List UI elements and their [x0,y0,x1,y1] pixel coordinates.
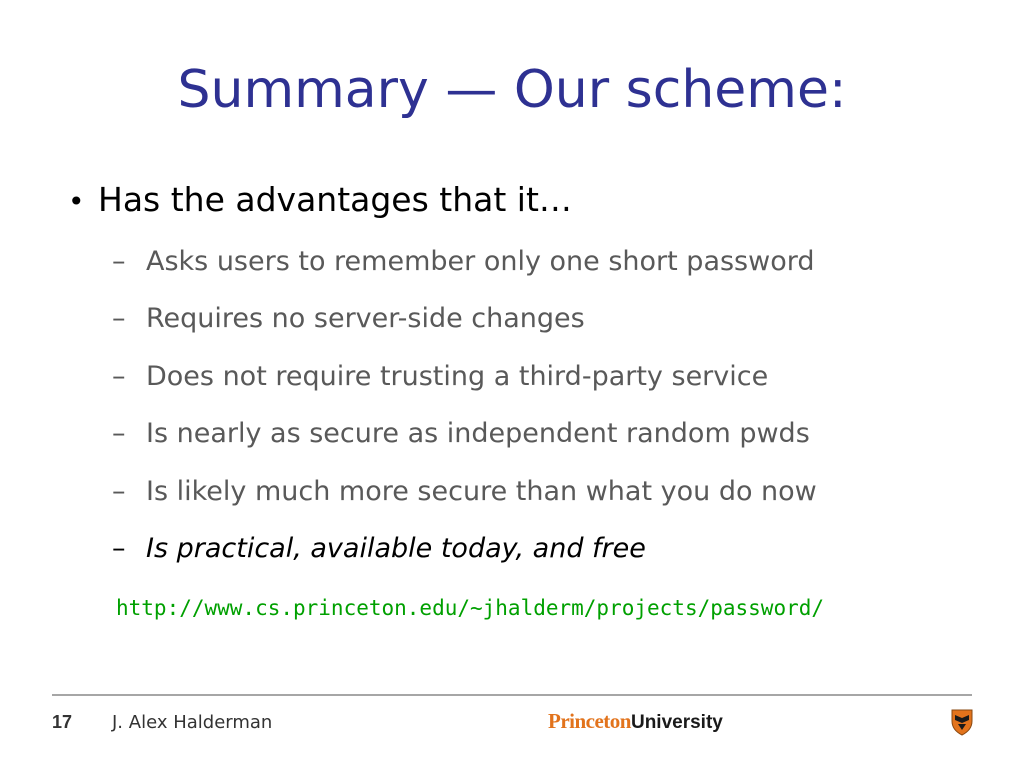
logo-text-university: University [630,712,723,733]
footer-divider [52,694,972,696]
sub-bullet-text: Is nearly as secure as independent random pwds [146,418,810,450]
logo-text-princeton: Princeton [548,709,631,733]
princeton-shield-icon [950,708,974,736]
princeton-university-logo [548,708,723,736]
sub-bullet-text: Asks users to remember only one short password [146,246,815,277]
dash-icon: – [112,532,126,564]
sub-bullet [112,242,817,299]
dash-icon: – [112,360,126,392]
slide-title: Summary — Our scheme: [177,60,847,120]
project-url-link[interactable]: http://www.cs.princeton.edu/~jhalderm/projects/password/ [116,596,825,620]
sub-bullet [112,357,817,414]
sub-bullet-list [112,242,817,586]
bullet-icon: • [68,185,85,218]
sub-bullet [112,414,817,471]
sub-bullet [112,299,817,356]
sub-bullet-text: Is practical, available today, and free [146,532,646,564]
dash-icon: – [112,475,126,507]
page-number: 17 [52,712,73,732]
author-name: J. Alex Halderman [112,712,273,733]
sub-bullet-text: Is likely much more secure than what you do now [146,475,817,507]
main-bullet [68,180,572,219]
main-bullet-text: Has the advantages that it… [98,180,572,219]
sub-bullet-text: Requires no server-side changes [146,303,585,335]
dash-icon: – [112,418,126,450]
dash-icon: – [112,303,126,335]
sub-bullet-text: Does not require trusting a third-party service [146,360,769,392]
sub-bullet-emphasized [112,529,817,586]
dash-icon: – [112,246,126,277]
sub-bullet [112,472,817,529]
